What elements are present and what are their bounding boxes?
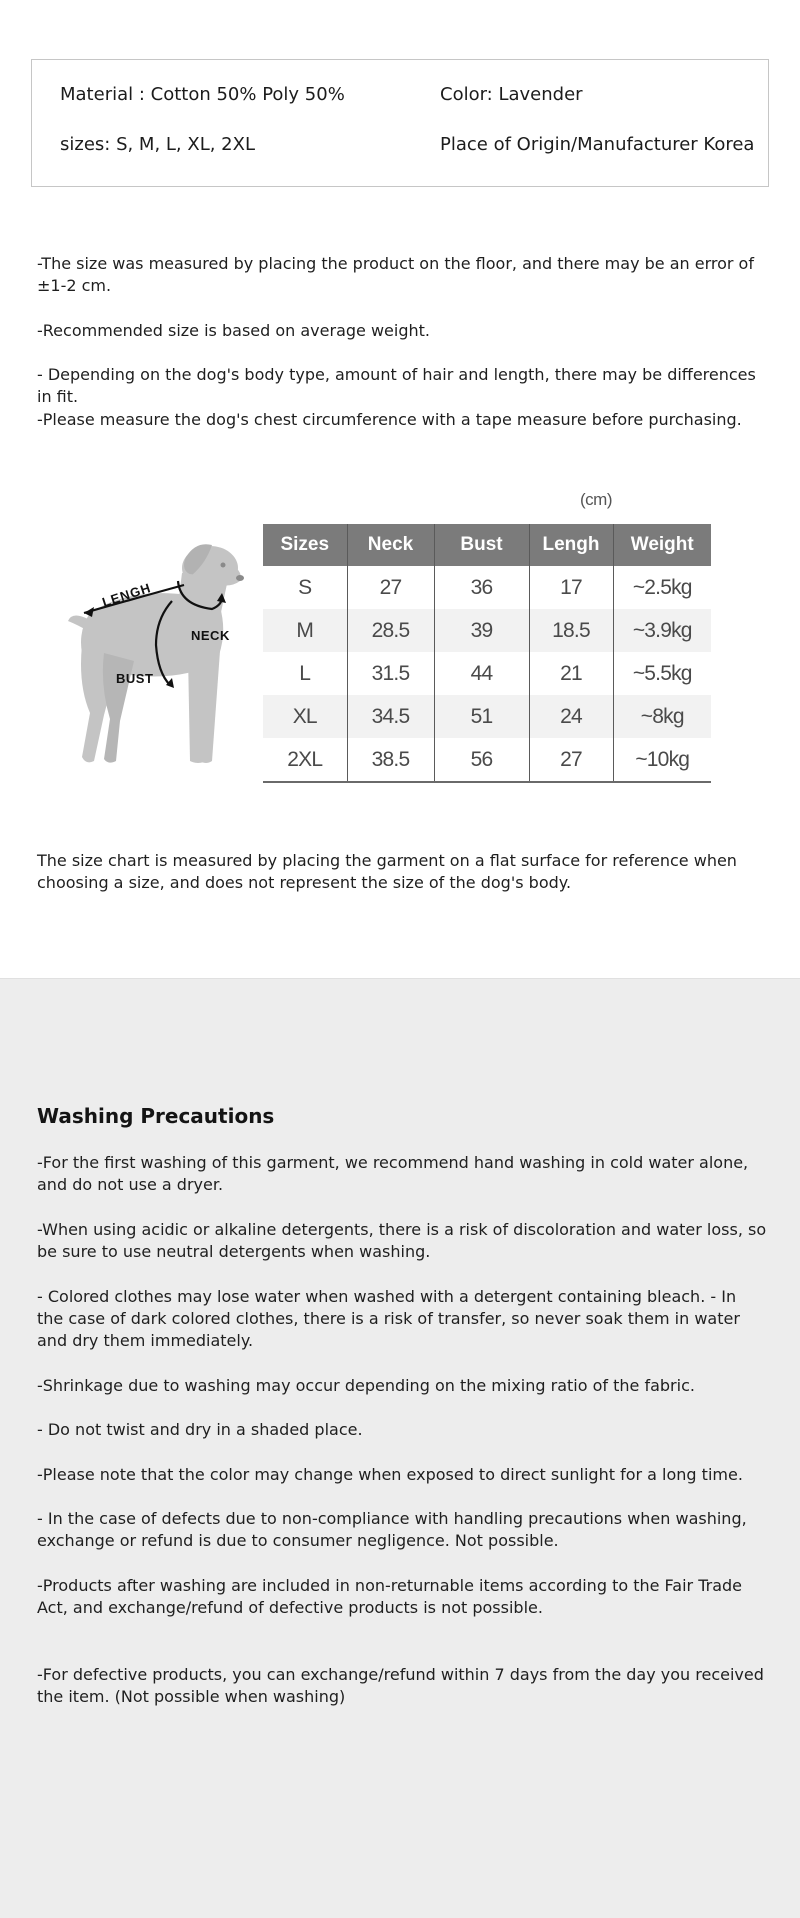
cell-weight: ~10kg [613,738,711,782]
cell-weight: ~5.5kg [613,652,711,695]
washing-item: -When using acidic or alkaline detergents, there is a risk of discoloration and water loss, so be sure to use neutral detergents when washing. [37,1220,767,1261]
washing-item: - Colored clothes may lose water when washed with a detergent containing bleach. - In the case of dark colored clothes, there is a risk of transfer, so never soak them in water and dry them immediately. [37,1287,740,1350]
unit-label: (cm) [580,490,612,509]
cell-size: 2XL [263,738,347,782]
sizes-text: sizes: S, M, L, XL, 2XL [60,134,255,155]
washing-item: -For the first washing of this garment, we recommend hand washing in cold water alone, and do not use a dryer. [37,1153,749,1194]
header-sizes: Sizes [263,524,347,566]
note-recommended-size: -Recommended size is based on average weight. [37,321,430,340]
neck-label: NECK [191,628,230,643]
cell-size: L [299,661,311,685]
cell-neck: 28.5 [347,609,434,652]
cell-neck: 34.5 [347,695,434,738]
cell-bust: 36 [434,566,529,609]
note-body-type: - Depending on the dog's body type, amount of hair and length, there may be differences in fit. [37,365,756,406]
cell-bust: 44 [434,652,529,695]
material-text: Material : Cotton 50% Poly 50% [60,84,345,105]
product-info-box [31,59,769,187]
cell-length: 24 [529,695,613,738]
cell-bust: 39 [434,609,529,652]
header-length: Lengh [529,524,613,566]
cell-neck: 38.5 [347,738,434,782]
washing-item: - In the case of defects due to non-compliance with handling precautions when washing, exchange or refund is due to consumer negligence. Not possible. [37,1509,747,1550]
cell-weight: ~2.5kg [613,566,711,609]
table-row [263,695,711,738]
cell-length: 27 [529,738,613,782]
bust-label: BUST [116,671,154,686]
note-measurement-error: -The size was measured by placing the product on the floor, and there may be an error of ±1-2 cm. [37,254,754,295]
cell-size: S [298,575,312,599]
cell-neck: 27 [347,566,434,609]
table-row [263,652,711,695]
washing-item: -Shrinkage due to washing may occur depending on the mixing ratio of the fabric. [37,1376,695,1395]
table-row [263,609,711,652]
size-table-header [263,524,711,566]
size-chart-note: The size chart is measured by placing the garment on a flat surface for reference when choosing a size, and does not represent the size of the dog's body. [37,851,737,892]
washing-item: -Please note that the color may change when exposed to direct sunlight for a long time. [37,1465,743,1484]
cell-length: 18.5 [529,609,613,652]
table-row [263,566,711,609]
length-label: LENGH [100,579,153,610]
washing-item: -Products after washing are included in non-returnable items according to the Fair Trade Act, and exchange/refund of defective products is not possible. [37,1576,743,1617]
cell-neck: 31.5 [347,652,434,695]
header-weight: Weight [613,524,711,566]
cell-bust: 51 [434,695,529,738]
size-table [263,524,711,783]
dog-measurement-diagram [60,535,260,770]
washing-title: Washing Precautions [37,1104,275,1128]
cell-bust: 56 [434,738,529,782]
cell-length: 21 [529,652,613,695]
cell-size: XL [263,695,347,738]
cell-weight: ~8kg [613,695,711,738]
washing-item: -For defective products, you can exchange/refund within 7 days from the day you received the item. (Not possible when washing) [37,1665,764,1706]
header-bust: Bust [434,524,529,566]
washing-item: - Do not twist and dry in a shaded place. [37,1420,363,1439]
table-row [263,738,711,782]
cell-weight: ~3.9kg [613,609,711,652]
color-text: Color: Lavender [440,84,583,105]
header-neck: Neck [347,524,434,566]
origin-text: Place of Origin/Manufacturer Korea [440,134,755,155]
note-chest-measure: -Please measure the dog's chest circumference with a tape measure before purchasing. [37,410,742,429]
cell-size: M [263,609,347,652]
cell-length: 17 [529,566,613,609]
